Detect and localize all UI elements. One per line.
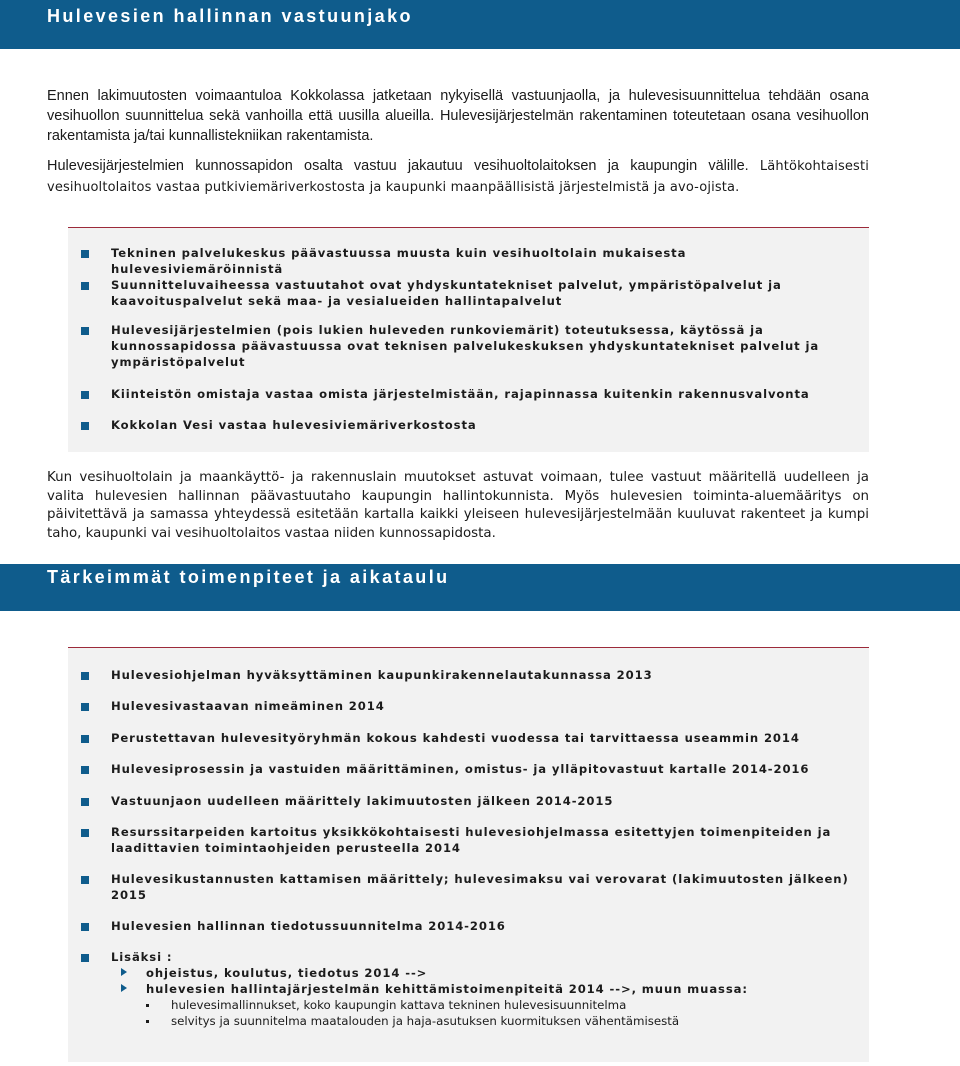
list-item: Kokkolan Vesi vastaa hulevesiviemäriverkostosta bbox=[111, 418, 477, 432]
list-item: Hulevesiprosessin ja vastuiden määrittäminen, omistus- ja ylläpitovastuut kartalle 2014-2016 bbox=[111, 762, 810, 776]
square-bullet-icon bbox=[81, 766, 89, 774]
section-title: Hulevesien hallinnan vastuunjako bbox=[47, 6, 413, 26]
list-item: Vastuunjaon uudelleen määrittely lakimuutosten jälkeen 2014-2015 bbox=[111, 794, 614, 808]
list-item: Lisäksi : bbox=[111, 950, 173, 964]
square-bullet-icon bbox=[81, 923, 89, 931]
section-header-band bbox=[0, 0, 960, 49]
list-item: Hulevesijärjestelmien (pois lukien huleveden runkoviemärit) toteutuksessa, käytössä ja kunnossapidossa päävastuussa ovat teknisen palvelukeskuksen yhdyskuntatekniset palvelut ja ympäristöpalvelut bbox=[111, 323, 820, 369]
sub-sub-list-item: selvitys ja suunnitelma maatalouden ja haja-asutuksen kuormituksen vähentämisestä bbox=[171, 1014, 680, 1028]
list-item: Hulevesien hallinnan tiedotussuunnitelma 2014-2016 bbox=[111, 919, 506, 933]
square-bullet-icon bbox=[81, 282, 89, 290]
triangle-bullet-icon bbox=[121, 968, 127, 976]
section-header-band bbox=[0, 564, 960, 611]
list-item: Hulevesivastaavan nimeäminen 2014 bbox=[111, 699, 385, 713]
square-bullet-icon bbox=[81, 829, 89, 837]
maintenance-text: Hulevesijärjestelmien kunnossapidon osalta vastuu jakautuu vesihuoltolaitoksen ja kaupungin välille. bbox=[47, 158, 749, 174]
sub-sub-list-item: hulevesimallinnukset, koko kaupungin kattava tekninen hulevesisuunnitelma bbox=[171, 998, 627, 1012]
square-bullet-icon bbox=[81, 391, 89, 399]
square-bullet-icon bbox=[81, 672, 89, 680]
intro-paragraph: Ennen lakimuutosten voimaantuloa Kokkolassa jatketaan nykyisellä vastuunjaolla, ja hulevesisuunnittelua tehdään osana vesihuollon suunnittelua sekä vanhoilla että uusilla alueilla. Hulevesijärjestelmän rakentaminen toteutetaan osana vesihuollon rakentamista ja/tai kunnallistekniikan rakentamista. bbox=[47, 88, 869, 144]
list-item: Kiinteistön omistaja vastaa omista järjestelmistään, rajapinnassa kuitenkin rakennusvalvonta bbox=[111, 387, 810, 401]
square-bullet-icon bbox=[81, 703, 89, 711]
square-bullet-icon bbox=[81, 954, 89, 962]
square-bullet-icon bbox=[81, 327, 89, 335]
square-bullet-icon bbox=[81, 735, 89, 743]
list-item: Resurssitarpeiden kartoitus yksikkökohtaisesti hulevesiohjelmassa esitettyjen toimenpiteiden ja laadittavien toimintaohjeiden perusteella 2014 bbox=[111, 825, 832, 855]
small-dot-bullet-icon bbox=[146, 1020, 149, 1023]
list-item: Perustettavan hulevesityöryhmän kokous kahdesti vuodessa tai tarvittaessa useammin 2014 bbox=[111, 731, 800, 745]
list-item: Hulevesikustannusten kattamisen määrittely; hulevesimaksu vai verovarat (lakimuutosten jälkeen) 2015 bbox=[111, 872, 849, 902]
square-bullet-icon bbox=[81, 798, 89, 806]
sub-list-item: ohjeistus, koulutus, tiedotus 2014 --> bbox=[146, 966, 428, 980]
square-bullet-icon bbox=[81, 250, 89, 258]
square-bullet-icon bbox=[81, 422, 89, 430]
actions-box bbox=[68, 647, 869, 1062]
closing-paragraph: Kun vesihuoltolain ja maankäyttö- ja rakennuslain muutokset astuvat voimaan, tulee vastuut määritellä uudelleen ja valita hulevesien hallinnan päävastuutaho kaupungin hallintokunnista. Myös hulevesien toiminta-aluemääritys on päivitettävä ja samassa yhteydessä esitetään kartalla kaikki yleiseen hulevesijärjestelmään kuuluvat rakenteet ja kumpi taho, kaupunki vai vesihuoltolaitos vastaa niiden kunnossapidosta. bbox=[47, 470, 869, 541]
responsibilities-box bbox=[68, 227, 869, 452]
sub-list-item: hulevesien hallintajärjestelmän kehittämistoimenpiteitä 2014 -->, muun muassa: bbox=[146, 982, 748, 996]
list-item: Suunnitteluvaiheessa vastuutahot ovat yhdyskuntatekniset palvelut, ympäristöpalvelut ja kaavoituspalvelut sekä maa- ja vesialueiden hallintapalvelut bbox=[111, 278, 782, 308]
section-title: Tärkeimmät toimenpiteet ja aikataulu bbox=[47, 567, 450, 587]
small-dot-bullet-icon bbox=[146, 1004, 149, 1007]
maintenance-paragraph bbox=[47, 156, 869, 198]
list-item: Tekninen palvelukeskus päävastuussa muusta kuin vesihuoltolain mukaisesta hulevesiviemäröinnistä bbox=[111, 246, 687, 276]
list-item: Hulevesiohjelman hyväksyttäminen kaupunkirakennelautakunnassa 2013 bbox=[111, 668, 653, 682]
maintenance-text: Lähtökohtaisesti vesihuoltolaitos vastaa putkiviemäriverkostosta ja kaupunki maanpäällisistä järjestelmistä ja avo-ojista. bbox=[47, 159, 869, 195]
square-bullet-icon bbox=[81, 876, 89, 884]
triangle-bullet-icon bbox=[121, 984, 127, 992]
